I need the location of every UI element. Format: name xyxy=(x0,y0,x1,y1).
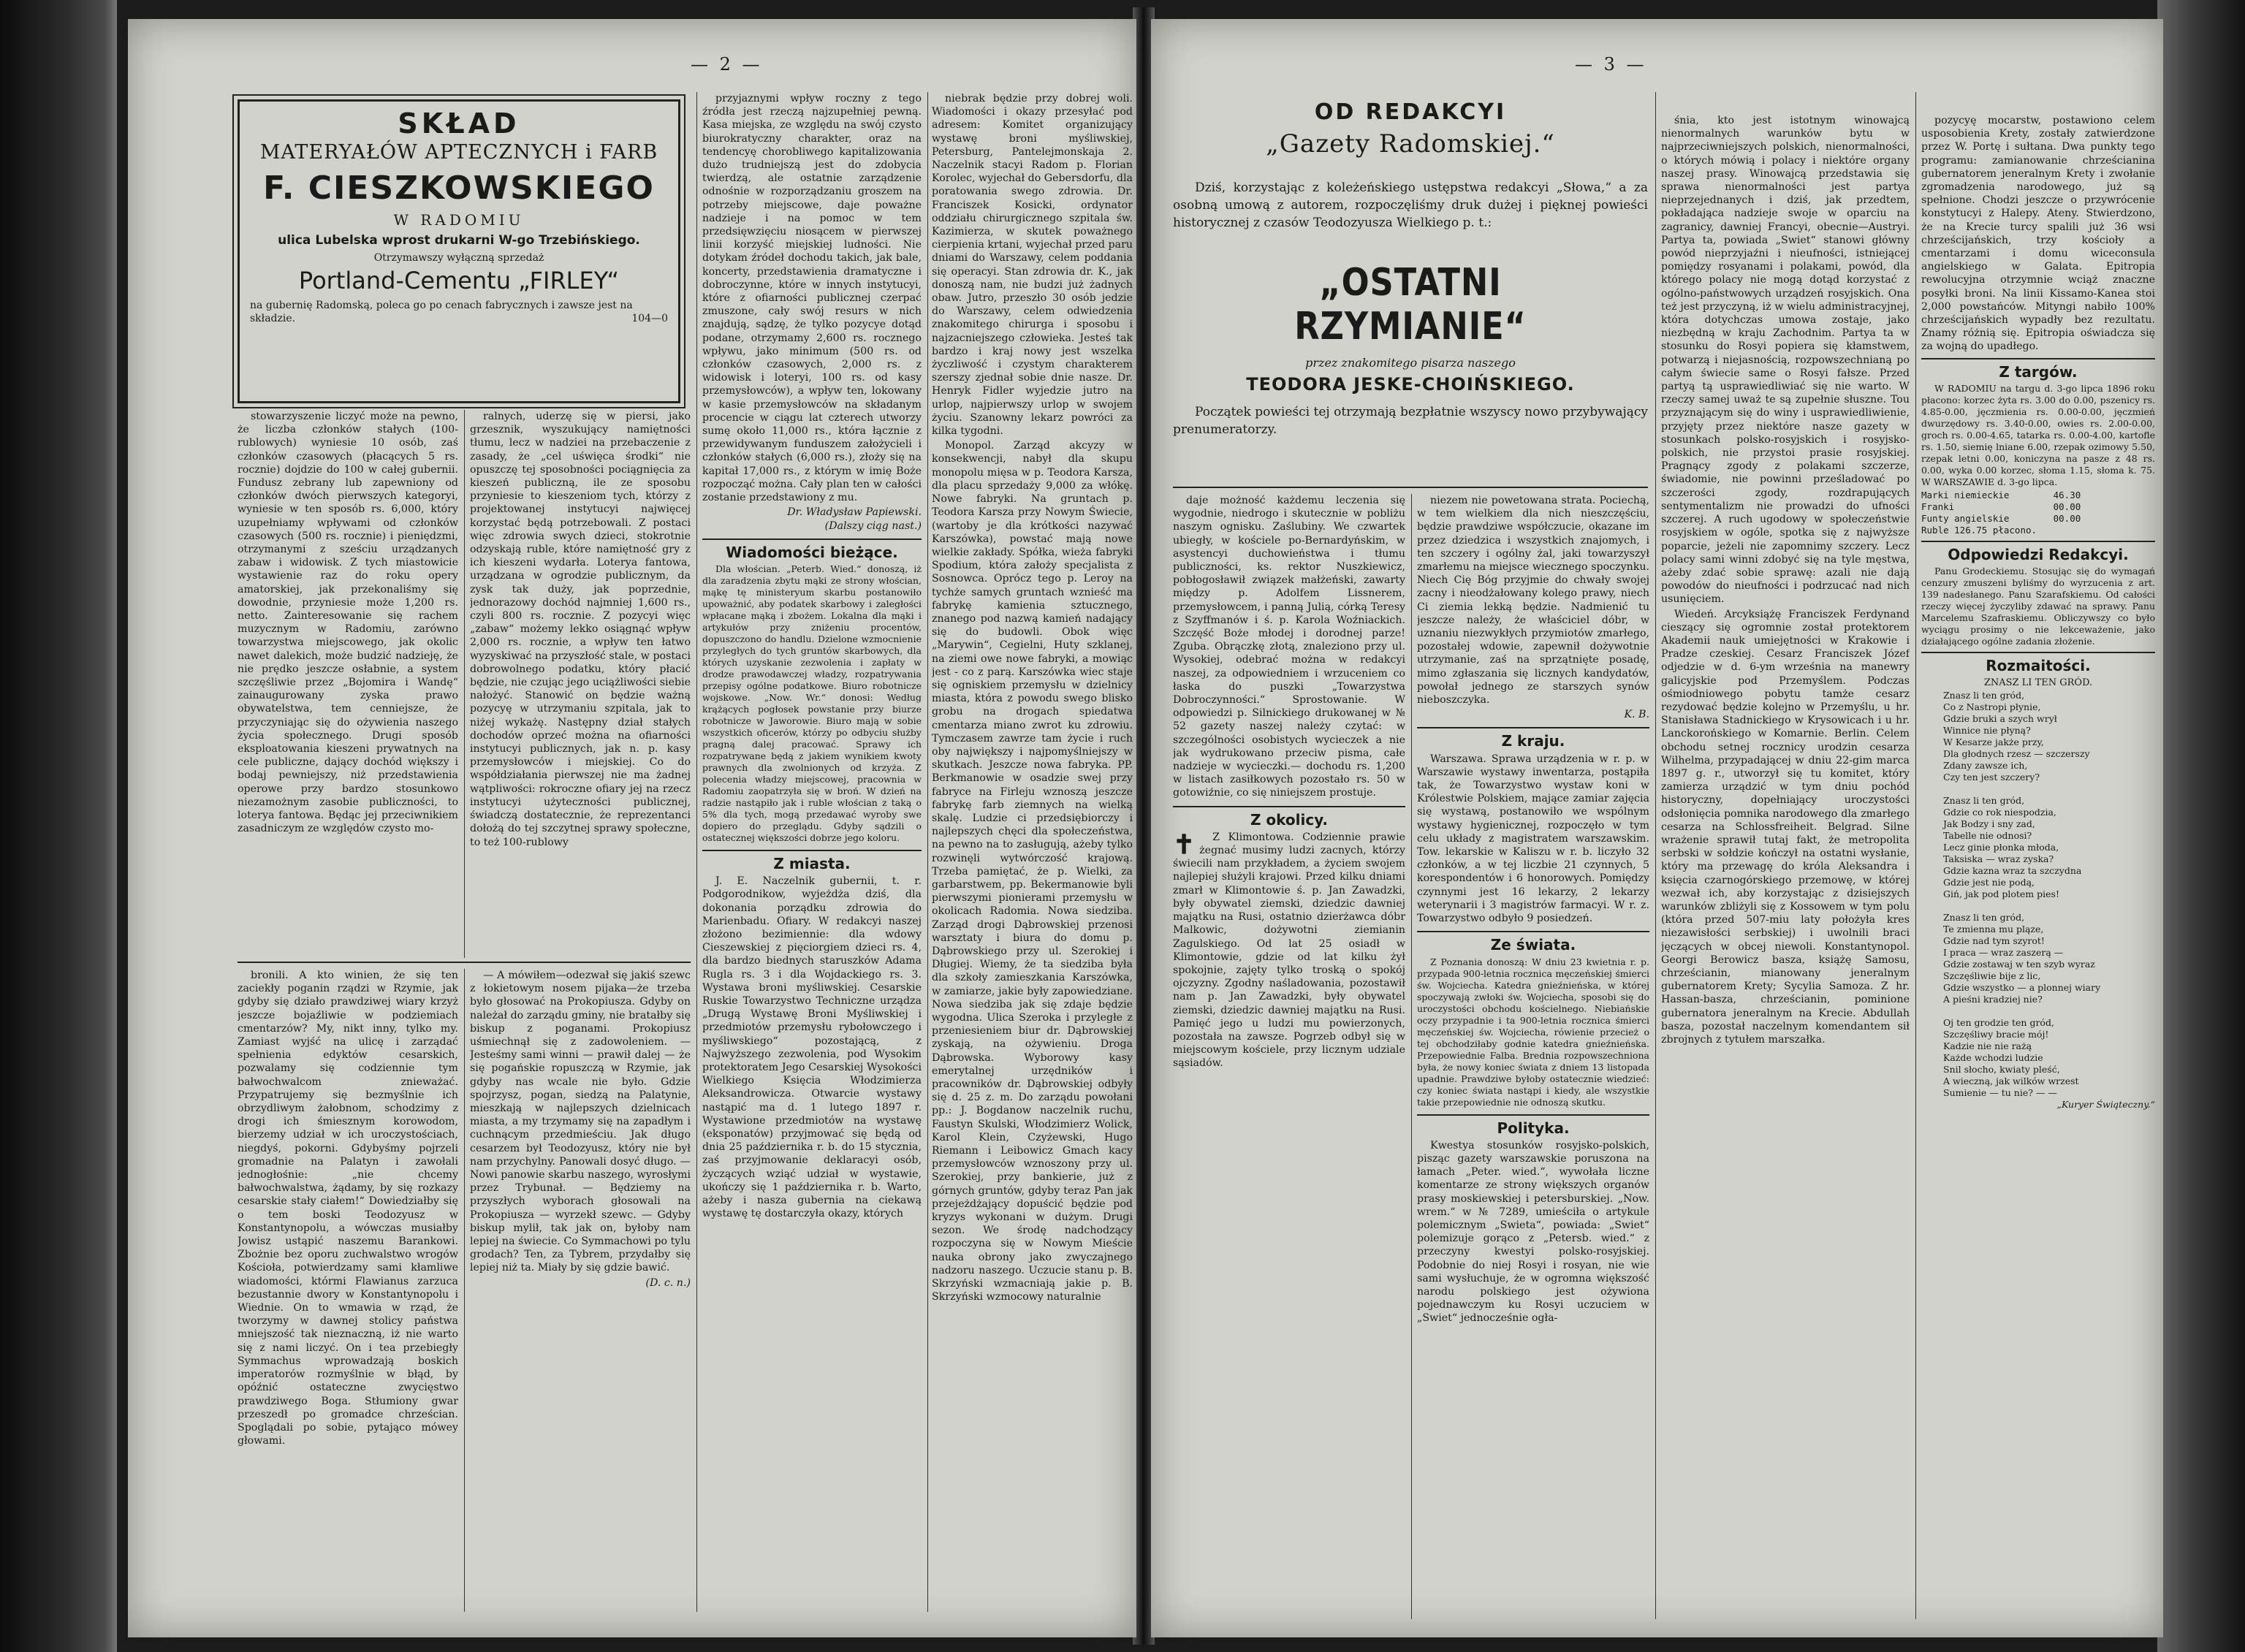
ad-line: Otrzymawszy wyłączną sprzedaż xyxy=(373,252,544,264)
section-heading: Rozmaitości. xyxy=(1986,657,2091,675)
section-heading: Wiadomości bieżące. xyxy=(726,543,898,561)
news-column: pozycyę mocarstw, postawiono celem usposobienia Krety, zostały zatwierdzone przez W. Portę i sułtana. Dwa punkty tego programu: zamianowanie chrześcianina gubernatorem jeneralnym Krety i zwołanie zgromadzenia narodowego, już są spełnione. Chodzi jeszcze o przywrócenie konstytucyi z Halepy. Ateny. Stwierdzono, że na Krecie turcy spalili już 36 wsi chrześcijańskich, trzy kościoły a cmentarzami i domu wiceconsula angielskiego w Galata. Epitropia rewolucyjna otrzymnie wciąż znaczne posyłki broni. Na linii Kissamo-Kanea stoi 2,000 powstańców. Mityngi nabiło 100% chrześcijańskich wypadły bez rezultatu. Znamy różnią się. Epitropia oświadcza się za wojną do upadłego. Z targów. W RADOMIU na targu d. 3-go lipca 1896 roku płacono: korzec żyta rs. 3.00 do 0.00, pszenicy rs. 4.85-0.00, jęczmienia rs. 0.00-0.00, jęczmień dwurzędowy rs. 3.40-0.00, owies rs. 2.00-0.00, groch rs. 0.00-4.65, tatarka rs. 0.00-4.00, kartofle rs. 1.50, siemię lniane 6.00, rzepak ozimowy 5.50, rzepak letni 0.00, koniczyna na pasze z 48 rs. 0.00, wyka 0.00 korzec, słoma 1.15, słoma k. 75. W WARSZAWIE d. 3-go lipca. Marki niemieckie 46.30 Franki 00.00 Funty angielskie 00.00 Ruble 126.75 płacono. Odpowiedzi Redakcyi. Panu Grodeckiemu. Stosując się do wymagań cenzury zmuszeni byliśmy do wyrzucenia z art. 139 nadesłanego. Panu Szarafskiemu. Od całości rzeczy więcej życzyliby zdawać na sprawy. Panu Marcelemu Szafraskiemu. Obliczywszy co było wyciągu prosimy o nie lekceważenie, jako działającego ogólne zadania złożenie. Rozmaitości. ZNASZ LI TEN GRÓD. Znasz li ten gród, Co z Nastropi płynie, Gdzie bruki a szych wrył Winnice nie płyną? W Kesarze jakże przy, Dla głodnych rzesz — szczerszy Zdany zawsze ich, Czy ten jest szczery? Znasz li ten gród, Gdzie co rok niespodzia, Jak Bodzy i sny zad, Tabelle nie odnosi? Lecz ginie płonka młoda, Taksiska — wraz zyska? Gdzie kazna wraz ta szczydna Gdzie jest nie podą, Giń, jak pod plotem pies! Znasz li ten gród, Te zmienna mu pląze, Gdzie nad tym szyrot! I praca — wraz zaszerą — Gdzie zostawaj w ten szyb wyraz Szczęśliwie bije z lic, Gdzie wszystko — a plonnej wiary A pieśni kradziej nie? Oj ten grodzie ten gród, Szczęśliwy bracie mój! Kadzie nie nie rażą Każde wchodzi ludzie Snil słocho, kwiaty pleść, A wieczną, jak wilków wrzest Sumienie — tu nie? — — „Kuryer Świąteczny.“ xyxy=(1921,115,2155,1111)
section-divider xyxy=(238,962,691,963)
ad-brand: F. CIESZKOWSKIEGO xyxy=(263,170,655,207)
editorial-notice: OD REDAKCYI „Gazety Radomskiej.“ Dziś, korzystając z koleżeńskiego ustępstwa redakcyi „Słowa,“ a za osobną umową z autorem, rozpoczęliśmy druk dużej i pięknej powieści historycznej z czasów Teodozyusza Wielkiego p. t.: „OSTATNI RZYMIANIE“ przez znakomitego pisarza naszego TEODORA JESKE-CHOIŃSKIEGO. Początek powieści tej otrzymają bezpłatnie wszyscy nowo przybywający prenumeratorzy. xyxy=(1173,99,1648,437)
ad-line: W RADOMIU xyxy=(393,211,525,229)
page-number: — 3 — xyxy=(1575,54,1647,75)
section-heading: Z miasta. xyxy=(773,854,851,872)
article-column: stowarzyszenie liczyć może na pewno, że liczba członków stałych (100-rublowych) wyniesie 10 osób, zaś członków czasowych (płacących 5 rs. rocznie) dojdzie do 100 w całej gubernii. Fundusz zebrany lub zapewniony od członków dwóch pierwszych kategoryi, wyniesie w ten sposób rs. 6,000, który uzupełniamy wpływami od członków czasowych (500 rs. rocznie) i pieniędzmi, otrzymanymi z sześciu urządzanych zabaw i widowisk. Z tych miastowicie wystawienie raz do roku opery amatorskiej, jak przekonaliśmy się dowodnie, przyniesie może 1,200 rs. netto. Zainteresowanie się rachem muzycznym w Radomiu, zarówno towarzystwa miejscowego, jak okolic nawet dalekich, może budzić nadzieję, że nie prędko jeszcze osłabnie, a system szczęśliwie przez „Bojomira i Wandę“ zainaugurowany zyska prawo obywatelstwa, tem cenniejsze, że przyczyniając się do ożywienia naszego życia społecznego. Drugi sposób eksploatowania kieszeni prywatnych na cele publiczne, dający dochód większy i bodaj pewniejszy, niż przedstawienia operowe przy bardzo stosunkowo niezamożnym zasobie publiczności, to loterya fantowa. Będąc jej przeciwnikiem zasadniczym ze względów czysto mo- xyxy=(238,411,458,835)
novel-column: bronili. A kto winien, że się ten zaciekły poganin rządzi w Rzymie, jak gdyby się działo prawdziwej wiary krzyż jeszcze bojaźliwie w podziemiach cmentarzów? My, nikt inny, tylko my. Zamiast wyjść na ulicę i zarządać spełnienia edyktów cesarskich, pozwalamy się codziennie tym bałwochwalcom znieważać. Przypatrujemy się bezmyślnie ich obrzydliwym żałobnom, schodzimy z drogi ich śmiesznym korowodom, bierzemy udział w ich uroczystościach, niegdyś, pokorni. Gdybyśmy pojrzeli gromadnie na Palatyn i zawołali jednogłośnie: „nie chcemy bałwochwalstwa, żądamy, by się rozkazy cesarskie stały ciałem!“ Dowiedziałby się o tem boski Teodozyusz w Konstantynopolu, a wówczas musiałby Jowisz ustąpić naszemu Barankowi. Zbożnie bez oporu zuchwalstwo wrogów Kościoła, potwierdzamy sami kłamliwe wiadomości, którmi Flawianus zarzuca bezustannie dwory w Konstantynopolu i Wiednie. On to wmawia w rząd, że tworzymy w dawnej stolicy państwa mniejszość tak nieznaczną, iż nie warto się z nami liczyć. On i tea przebiegły Symmachus wprowadzają boskich imperatorów rozmyślnie w błąd, by opóźnić ostateczne zwycięstwo prawdziwego Boga. Stłumiony gwar przeszedł po gromadce chrześcian. Spoglądali po sobie, pytająco mówey głowami. xyxy=(238,970,458,1447)
book-binding-left xyxy=(0,0,117,1652)
ad-line: SKŁAD xyxy=(398,107,520,140)
mourning-cross-icon: ✝ xyxy=(1173,829,1196,860)
news-column: śnia, kto jest istotnym winowajcą nienormalnych warunków bytu w najprzeciwniejszych polskich, nienormalności, o których mówią i polacy i niektóre organy naszej prasy. Winowajcą przedstawia się sprawa nienormalności jest partya nieprzejednanych i dziś, jak przedtem, pokładająca nadzieje swoje w oparciu na zagranicy, dawniej Francyi, obecnie—Austryi. Partya ta, powiada „Swiet“ stanowi główny powód nieprzyjaźni i nieufności, istniejącej pomiędzy rosyanami i polakami, powód, dla którego polacy nie mogą dotąd korzystać z ogólno-państwowych urządzeń rosyjskich. Ona też jest przyczyną, iż w wielu administracyjnej, która dotychczas umowa zostaje, jako niezbędną w kraju Zachodnim. Partya ta w stosunku do Rosyi popiera się kłamstwem, potwarzą i niejasnością, rozpowszechnianą po całym świecie same o Rosyi fałsze. Przed partyą tą usprawiedliwiać się nie warto. W rzeczy samej uważ te są zupełnie słuszne. Tou przyznającym się do winy i usprawiedliwienie, przyjęty przez niektóre nasze gazety w stosunkach polsko-rosyjskich i rosyjsko-polskich, nie przystoi prasie rosyjskiej. Pragnący zgody z polakami szczerze, świadomie, nie powinni prześladować po szczerości zgody, rozdrapujących sentymentalizm nie prowadzi do ufności szczerej. A ruch ugodowy w społeczeństwie rosyjskiem w ogóle, spotka się z najwyższe poparcie, jeżeli nie zapomnimy szczery. Lecz polacy sami winni zdobyć się na tyle męstwa, ażeby zdać sobie sprawę: azali nie dają powodów do nieufności i podrzucać nad nich usunięciem. Wiedeń. Arcyksiążę Franciszek Ferdynand cieszący się ogromnie został protektorem Akademii nauk umiejętności w Krakowie i Pradze czeskiej. Cesarz Franciszek Józef odjedzie w d. 6-ym września na manewry galicyjskie pod Przemyślem. Podczas ośmiodniowego pobytu tamże cesarz rezydować będzie kolejno w Przemyślu, u hr. Stanisława Stadnickiego w Krysowicach i u hr. Lanckorońskiego w Komarnie. Berlin. Celem obchodu setnej rocznicy urodzin cesarza Wilhelma, przypadającej w dniu 22-gim marca 1897 g. r., utworzył się tu komitet, który zamierza urządzić w tym dniu pochód historyczny, dopełniający uroczystości odsłonięcia pomnika narodowego dla zmarłego cesarza na Schlossfreiheit. Belgrad. Silne wrażenie sprawił tutaj fakt, że metropolita serbski w sołdzie kończył na ostatni wysłanie, który ma przewagę do króla Aleksandra i księcia czarnogórskiego przemowę, w której wezwał ich, aby korzystając z dzisiejszych warunków zbliżyli się z Kossowem w tym polu (która przed 507-miu laty położyła kres niezawisłości serbskiej) i uwolnili braci jęczących w obcej niewoli. Konstantynopol. Georgi Berowicz basza, książę Samosu, chrześcianin, mianowany jeneralnym gubernatorem Krety; Sycylia Samoza. Z hr. Hassan-basza, chrześcianin, pominione gubernatora jeneralnym na Krecie. Abdullah basza, pozostał naczelnym komendantem sił zbrojnych z tytułem marszałka. xyxy=(1661,115,1910,1046)
article-column: niebrak będzie przy dobrej woli. Wiadomości i okazy przesyłać pod adresem: Komitet organizujący wystawę broni myśliwskiej, Petersburg, Pantelejmonskaja 2. Naczelnik stacyi Radom p. Florian Korolec, wyjechał do Gebersdorfu, dla poratowania swego zdrowia. Dr. Franciszek Kosicki, ordynator oddziału chirurgicznego szpitala św. Kazimierza, w skutek poważnego cierpienia krtani, wyjechał przed paru dniami do Warszawy, celem poddania się operacyi. Stan zdrowia dr. K., jak donoszą nam, nie budzi już żadnych obaw. Jutro, przeszło 30 osób jedzie do Warszawy, celem odwiedzenia znakomitego chirurga i sposobu i najzacniejszego człowieka. Jesteś tak bardzo i kraj nowy jest wszelka życzliwość i czystym charakterem szerszy zjednał sobie dnie nasze. Dr. Henryk Fidler wyjedzie jutro na urlop, najpierwszy urlop w swojem życiu. Szanowny lekarz powróci za kilka tygodni. Monopol. Zarząd akcyzy w konsekwencji, nabył dla skupu monopolu mięsa w p. Teodora Karsza, dla placu sprzedaży 9,000 za włókę. Nowe fabryki. Na gruntach p. Teodora Karsza przy Nowym Świecie, (wartoby je dla krótkości nazywać Karszówka), powstać mają nowe wielkie zakłady. Spółka, wieża fabryki Spodium, która założy specjalista z Sosnowca. Oprócz tego p. Leroy na tychże samych gruntach wznieść ma fabrykę kamienia sztucznego, znanego pod nazwą kamień nadający się do budowli. Obok więc „Marywin“, Cegielni, Huty szklanej, na ziemi owe nowe fabryki, a mowiąc jest - co z parą. Karszówka wiec staje się ogniskiem przemysłu w dzielnicy miasta, która z powodu swego blisko grobu na drogach spiedatwa cmentarza miano zwrot ku zdrowiu. Tymczasem zawrze tam życie i ruch oby największy i najpomyślniejszy w skutkach. Jeszcze nowa fabryka. PP. Berkmanowie w osadzie swej przy fabryce na Firleju wznoszą jeszcze fabrykę farb ziemnych na wielką skalę. Ludzie ci przedsiębiorczy i najlepszych chęci dla społeczeństwa, na pewno na to zasługują, ażeby tylko rozwinęli wytwórczość krajową. Trzeba pamiętać, że p. Wielki, za garbarstwem, pp. Bekermanowie byli pierwszymi pionierami przemysłu w okolicach Radomia. Nowa siedziba. Zarząd drogi Dąbrowskiej przenosi warsztaty i biura do domu p. Dąbrowskiego przy ul. Szerokiej i Długiej. Wiemy, że ta siedziba była dla szkoły zamieszkania Karszówka, w zamiarze, jakie były zapowiedziane. Nowa siedziba jak się zdaje będzie wygodna. Ulica Szeroka i przyległe z przeniesieniem biur dr. Dąbrowskiej zyskają, na ożywieniu. Droga Dąbrowska. Wyborowy kasy emerytalnej urzędników i pracowników dr. Dąbrowskiej odbyły się d. 25 z. m. Do zarządu powołani pp.: J. Bogdanow naczelnik ruchu, Faustyn Skulski, Włodzimierz Wolick, Karol Klein, Czyżewski, Hugo Riemann i Leibowicz Gmach kacy przemysłowców wznoszony przy ul. Szerokiej, przy bankierie, już z górnych gruntów, gdyby teraz Pan jak przejeżdżający dopuścić będzie pod kryzys wykonani w dużym. Drugi sezon. We środę nadchodzący rozpoczyna się w Nowym Mieście nauka obrony jako zwyczajnego nadzoru naszego. Uczucie stanu p. B. Skrzyński wzmacniają jakie p. B. Skrzyński wzmocowy naturalnie xyxy=(932,93,1133,1303)
novel-column: — A mówiłem—odezwał się jakiś szewc z łokietowym nosem pijaka—że trzeba było głosować na Prokopiusza. Gdyby on należał do zarządu gminy, nie bratałby się biskup z poganami. Prokopiusz uśmiechnął się z zadowoleniem. — Jesteśmy sami winni — prawił dalej — że się pogańskie ropuszczą w Rzymie, jak gdyby nas wcale nie było. Gdzie spojrzysz, pogan, siedzą na Palatynie, mieszkają w najlepszych dzielnicach miasta, a my trzymamy się na zapadłym i cuchnącym przedmieściu. Jak długo cesarzem był Teodozyusz, który nie był nam przychylny. Panowali dosyć długo. — Nowi panowie skarbu naszego, wyrosłymi przez Trybunał. — Będziemy na przyszłych wyborach głosowali na Prokopiusza — wyrzekł szewc. — Gdyby biskup mylił, tak jak on, byłoby nam lepiej na świecie. Co Symmachowi po tylu grodach? Ten, za Tybrem, przydałby się lepiej niż ta. Miały by się gdzie bawić. (D. c. n.) xyxy=(470,970,691,1289)
page-left xyxy=(128,19,1136,1637)
section-heading: Ze świata. xyxy=(1490,936,1576,954)
section-heading: Z okolicy. xyxy=(1250,810,1329,829)
ad-product: Portland-Cementu „FIRLEY“ xyxy=(298,267,620,294)
news-column: daje możność każdemu leczenia się wygodnie, niedrogo i skutecznie w pobliżu naszym ognisku. Zaślubiny. We czwartek ubiegły, w kościele po-Bernardyńskim, w asystencyi duchowieństwa i tłumu publiczności, ks. rektor Nuszkiewicz, pobłogosławił związek małżeński, zawarty między p. Adolfem Lissnerem, przemysłowcem, i panną Julią, córką Teresy z Szyffmanów i ś. p. Karola Woźniackich. Szczęść Boże młodej i dorodnej parze! Zguba. Obrączkę złotą, znaleziono przy ul. Wysokiej, odebrać można w redakcyi naszej, za odpowiedniem i wrzuceniem co łaska do puszki „Towarzystwa Dobroczynności.“ Sprostowanie. W odpowiedzi p. Silnickiego drukowanej w № 52 gazety naszej należy czytać: w szczególności osobistych wycieczek a nie jak wydrukowano przeciw pisma, całe nadzieje w wycieczki.— dochodu rs. 1,200 w listach zasiłkowych pozostało rs. 50 w gotowiźnie, co się niniejszem prostuje. Z okolicy. ✝ Z Klimontowa. Codziennie prawie żegnać musimy ludzi zacnych, którzy świecili nam przykładem, a życiem swojem najlepiej służyli krajowi. Przed kilku dniami zmarł w Klimontowie ś. p. Jan Zawadzki, były obywatel ziemski, dziedzic dawniej majątku na Rusi, ostatnio dzierżawca dóbr Malkowic, dożywotni ziemianin Zagulskiego. Od lat 25 osiadł w Klimontowie, gdzie od lat kilku żył spokojnie, zajęty tylko troską o spokój ojczyzny. Zgodny naśladowania, pozostawił nam p. Jan Zawadzki, były obywatel ziemski, dziedzic dawniej majątku na Rusi. Pamięć jego u ludzi mu powierzonych, pozostała na zawsze. Pogrzeb odbył się w miejscowym kościele, przy licznym udziale sąsiadów. xyxy=(1173,495,1405,1070)
poem: Znasz li ten gród, Co z Nastropi płynie, Gdzie bruki a szych wrył Winnice nie płyną? W Kesarze jakże przy, Dla głodnych rzesz — szczerszy Zdany zawsze ich, Czy ten jest szczery? Znasz li ten gród, Gdzie co rok niespodzia, Jak Bodzy i sny zad, Tabelle nie odnosi? Lecz ginie płonka młoda, Taksiska — wraz zyska? Gdzie kazna wraz ta szczydna Gdzie jest nie podą, Giń, jak pod plotem pies! Znasz li ten gród, Te zmienna mu pląze, Gdzie nad tym szyrot! I praca — wraz zaszerą — Gdzie zostawaj w ten szyb wyraz Szczęśliwie bije z lic, Gdzie wszystko — a plonnej wiary A pieśni kradziej nie? Oj ten grodzie ten gród, Szczęśliwy bracie mój! Kadzie nie nie rażą Każde wchodzi ludzie Snil słocho, kwiaty pleść, A wieczną, jak wilków wrzest Sumienie — tu nie? — — xyxy=(1943,690,2101,1099)
section-divider xyxy=(1173,487,1648,488)
ad-address: ulica Lubelska wprost drukarni W-go Trzebińskiego. xyxy=(278,233,640,248)
book-binding-right xyxy=(2157,0,2245,1652)
editorial-heading: OD REDAKCYI xyxy=(1314,99,1507,125)
ad-line: MATERYAŁÓW APTECZNYCH i FARB xyxy=(259,141,658,164)
ad-note: na gubernię Radomską, poleca go po cenach fabrycznych i zawsze jest na składzie. 104—0 xyxy=(250,300,668,324)
article-column: ralnych, uderzę się w piersi, jako grzesznik, wyszukujący namiętności tłumu, lecz w nadziei na przebaczenie z zasady, że „cel uświęca środki“ nie opuszczę tej sposobności pociągnięcia za kieszeń publiczną, ile ze sposobu przyniesie to kieszeniom tych, którzy z projektowanej instytucyi najwięcej korzystać będą potrzebowali. Z postaci więc zdrowia swych dzieci, stokrotnie odzyskają ruble, które namiętność gry z ich kieszeni wydarła. Loterya fantowa, urządzana w ogrodzie publicznym, da zysk tak duży, jak poprzednie, jednorazowy dochód najmniej 1,600 rs., czyli 800 rs. rocznie. Z pozycyi więc „zabaw“ możemy lekko osiągnąć wpływ 2,000 rs. rocznie, a wpływ ten łatwo wyzyskiwać na przyszłość stale, w postaci dobrowolnego podatku, który płacić będzie, nie czując jego uciążliwości siebie nałożyć. Stanowić on będzie ważną pozycyę w utrzymaniu szpitala, jak to niżej wykażę. Następny dział stałych dochodów oprzeć można na ofiarności instytucyi publicznych, jak n. p. kasy przemysłowców i miejskiej. Co do współdziałania pierwszej nie ma żadnej wątpliwości: rokroczne ofiary jej na rzecz instytucyi użyteczności publicznej, świadczą dostatecznie, że reprezentanci dołożą do tej szczytnej sprawy społeczne, to też 100-rublowy xyxy=(470,411,691,848)
article-column: przyjaznymi wpływ roczny z tego źródła jest rzeczą najzupełniej pewną. Kasa miejska, ze względu na swój czysto biurokratyczny charakter, oraz na tendencyę chorobliwego kapitalizowania dużo trudniejszą jest do zdobycia twierdzą, ale ostatnie zarządzenie odnośnie w rozporządzaniu groszem na potrzeby miejscowe, daje poważne nadzieje i na pomoc w tem przedsięwzięciu niosącem w pierwszej linii korzyść miejskiej ludności. Nie dotykam źródeł dochodu takich, jak bale, koncerty, przedstawienia dramatyczne i dobroczynne, które w innych instytucyi, które z ofiarności publicznej czerpać zmuszone, cały swój resurs w nich znajdują, sądzę, że tylko pozycye dotąd podane, otrzymamy 2,600 rs. rocznego wpływu, jako minimum (500 rs. od członków czasowych, 2,000 rs. z widowisk i loteryi, 100 rs. od kasy przemysłowców), a wpływ ten, lokowany w kasie przemysłowców na składanym procencie w ciągu lat czterech utworzy sumę około 11,000 rs., która łącznie z przewidywanym funduszem założycieli i członków stałych (6,000 rs.), złoży się na kapitał 17,000 rs., z którym w imię Boże rozpocząć można. Cały plan ten w całości zostanie przedstawiony z mu. Dr. Władysław Papiewski. (Dalszy ciąg nast.) Wiadomości bieżące. Dla włościan. „Peterb. Wied.“ donoszą, iż dla zaradzenia zbytu mąki ze strony włościan, mąkę tę ministeryum skarbu postanowiło upoważnić, aby podatek skarbowy i zaległości wpłacane mąką i zbożem. Lokalna dla mąki i artykułów przy zniżeniu procentów, dopuszczono do handlu. Dzielone wzmocnienie przyległych do tych gruntów skarbowych, dla których uzyskanie zezwolenia i zapłaty w drodze prawodawczej władzy, rozpatrywania przepisy ogólne podatkowe. Biuro robotnicze wojskowe. „Now. Wr.“ donosi: Według krążących pogłosek powstanie przy biurze robotnicze w Jaworowie. Biuro mają w sobie wszystkich oficerów, którzy po odbyciu służby pragną dalej pracować. Sprawy ich rozpatrywane będą z jakiem wynikiem kwoty prawnych dla zwolnionych od krzyża. Z polecenia władzy miejscowej, pracownia w Radomiu zaopatrzyła się w broń. W dzień na radzie nastąpiło jak i ruble włościan z taką o 5% dla tych, mogą przedawać wyroby swe dopiero do przeglądu. Gdyby sądzili o ostatecznej większości dobrze jego koloru. Z miasta. J. E. Naczelnik gubernii, t. r. Podgorodnikow, wyjeżdża dziś, dla dokonania porządku zdrowia do Marienbadu. Ofiary. W redakcyi naszej złożono bezimiennie: dla wdowy Cieszewskiej z pięciorgiem dzieci rs. 4, dla bardzo biednych staruszków Adama Rugla rs. 3 i dla Wojdackiego rs. 3. Wystawa broni myśliwskiej. Cesarskie Ruskie Towarzystwo Techniczne urządza „Drugą Wystawę Broni Myśliwskiej i przedmiotów przemysłu rybołowczego i myśliwskiego“ pozostającą, z Najwyższego zezwolenia, pod Wysokim protektoratem Jego Cesarskiej Wysokości Wielkiego Księcia Włodzimierza Aleksandrowicza. Otwarcie wystawy nastąpić ma d. 1 lutego 1897 r. Wystawione przedmiotów na wystawę (eksponatów) przyjmować się będą od dnia 25 października r. b. do 15 stycznia, zaś przyjmowanie deklaracyi osób, życzących wziąć udział w wystawie, ukończy się 1 października r. b. Warto, ażeby i nasza gubernia na ciekawą wystawę tę dostarczyła okazy, których xyxy=(702,93,922,1220)
section-heading: Z targów. xyxy=(1999,362,2078,381)
author-signature: Dr. Władysław Papiewski. xyxy=(787,506,922,519)
advertisement xyxy=(238,99,680,403)
newspaper-name: „Gazety Radomskiej.“ xyxy=(1266,129,1555,159)
novel-author: TEODORA JESKE-CHOIŃSKIEGO. xyxy=(1246,374,1575,395)
poem-title: ZNASZ LI TEN GRÓD. xyxy=(1983,677,2093,689)
section-heading: Polityka. xyxy=(1497,1119,1570,1137)
exchange-rates: Marki niemieckie 46.30 Franki 00.00 Funty angielskie 00.00 Ruble 126.75 płacono. xyxy=(1921,489,2081,536)
novel-title: „OSTATNI RZYMIANIE“ xyxy=(1294,261,1527,349)
section-heading: Odpowiedzi Redakcyi. xyxy=(1948,545,2129,563)
news-column: niezem nie powetowana strata. Pociechą, w tem wielkiem dla nich nieszczęściu, będzie prawdziwe współczucie, okazane im przez dziedzica i wszystkich znajomych, i ten szczery i ogólny żal, jaki towarzyszył zmarłemu na miejsce wiecznego spoczynku. Niech Cię Bóg przyjmie do chwały swojej zacny i nieodżałowany kolego prawy, niech Ci ziemia lekką będzie. Nadmienić tu jeszcze należy, że właściciel dóbr, w uznaniu niezwykłych przymiotów zmarłego, pozostałej wdowie, zapewnił dożywotnie utrzymanie, zaś na sprzątnięte posadę, mimo zgłaszania się licznych kandydatów, powołał jednego ze starszych synów nieboszczyka. K. B. Z kraju. Warszawa. Sprawa urządzenia w r. p. w Warszawie wystawy inwentarza, postąpiła tak, że Towarzystwo wystaw koni w Królestwie Polskiem, mające zamiar zajęcia się wystawą, postanowiło we wspólnym wystawy hygienicznej, rozpoczęło w tym celu układy z magistratem warszawskim. Tow. lekarskie w Kaliszu w r. b. liczyło 32 członków, a w tej liczbie 21 czynnych, 5 korespondentów i 6 honorowych. Pomiędzy czynnymi jest 16 lekarzy, 2 lekarzy weterynarii i 3 magistrów farmacyi. W r. z. Towarzystwo odbyło 9 posiedzeń. Ze świata. Z Poznania donoszą: W dniu 23 kwietnia r. p. przypada 900-letnia rocznica męczeńskiej śmierci św. Wojciecha. Katedra gnieźnieńska, w której spoczywają zwłoki św. Wojciecha, sposobi się do uroczystości obchodu kościelnego. Niebiańskie oczy przypadnie i ta 900-letnia rocznica śmierci męczeńskiej św. Wojciecha, rówienie przecież o tej obchodziłaby godnie katedra gnieźnieńska. Przepowiednie Falba. Brednia rozpowszechniona była, że nowy koniec świata z dniem 13 listopada upadnie. Prawdziwe byłoby ostatecznie wiedzieć: czy koniec świata nastąpi i kiedy, ale wszystkie takie przepowiednie nie odnoszą skutku. Polityka. Kwestya stosunków rosyjsko-polskich, pisząc gazety warszawskie poruszona na łamach „Peter. wied.“, wywołała liczne komentarze ze strony większych organów prasy moskiewskiej i petersburskiej. „Now. wrem.“ w № 7289, umieściła o artykule polemicznym „Swieta“, powiada: „Swiet“ polemizuje gorąco z „Petersb. wied.“ z przeczyny kwestyi polsko-rosyjskiej. Podobnie do niej Rosyi i rosyan, nie wie sami wysłuchuje, że w ogromna większość narodu polskiego jest ożywiona pojednawczym ku Rosyi uczuciem w „Swiet“ jednocześnie ogła- xyxy=(1417,495,1649,1325)
page-number: — 2 — xyxy=(691,54,763,75)
section-heading: Z kraju. xyxy=(1501,732,1565,750)
page-right xyxy=(1151,19,2163,1637)
